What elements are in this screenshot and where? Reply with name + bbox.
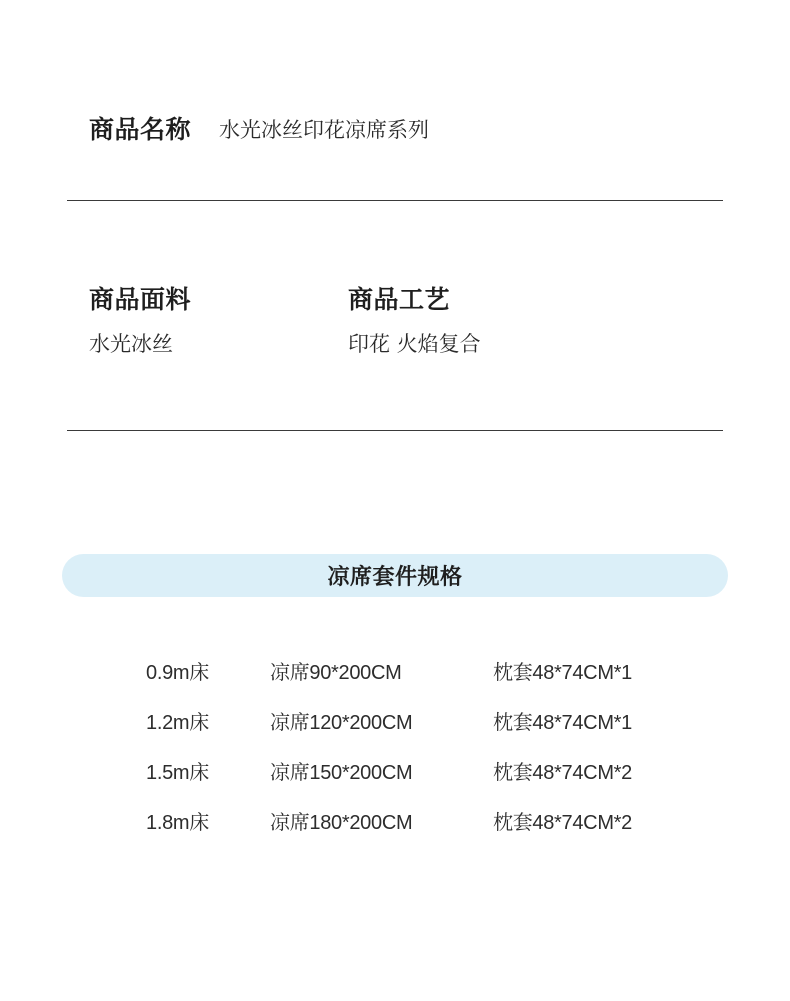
mat-size-cell: 凉席90*200CM: [270, 662, 402, 684]
bed-size-cell: 0.9m床: [146, 662, 209, 684]
fabric-value: 水光冰丝: [89, 332, 173, 356]
craft-label: 商品工艺: [348, 285, 451, 314]
spec-title: 凉席套件规格: [327, 565, 463, 590]
divider-top: [67, 200, 723, 201]
bed-size-cell: 1.8m床: [146, 812, 209, 834]
product-name-value: 水光冰丝印花凉席系列: [219, 118, 429, 142]
pillowcase-cell: 枕套48*74CM*2: [493, 762, 632, 784]
spec-title-banner: [62, 554, 728, 597]
product-name-label: 商品名称: [89, 115, 192, 144]
fabric-label: 商品面料: [89, 285, 192, 314]
craft-value: 印花 火焰复合: [348, 332, 481, 356]
spec-row: [0, 806, 790, 836]
spec-row: [0, 756, 790, 786]
bed-size-cell: 1.2m床: [146, 712, 209, 734]
pillowcase-cell: 枕套48*74CM*1: [493, 662, 632, 684]
divider-middle: [67, 430, 723, 431]
pillowcase-cell: 枕套48*74CM*2: [493, 812, 632, 834]
spec-row: [0, 706, 790, 736]
mat-size-cell: 凉席120*200CM: [270, 712, 413, 734]
bed-size-cell: 1.5m床: [146, 762, 209, 784]
mat-size-cell: 凉席150*200CM: [270, 762, 413, 784]
pillowcase-cell: 枕套48*74CM*1: [493, 712, 632, 734]
spec-row: [0, 656, 790, 686]
mat-size-cell: 凉席180*200CM: [270, 812, 413, 834]
